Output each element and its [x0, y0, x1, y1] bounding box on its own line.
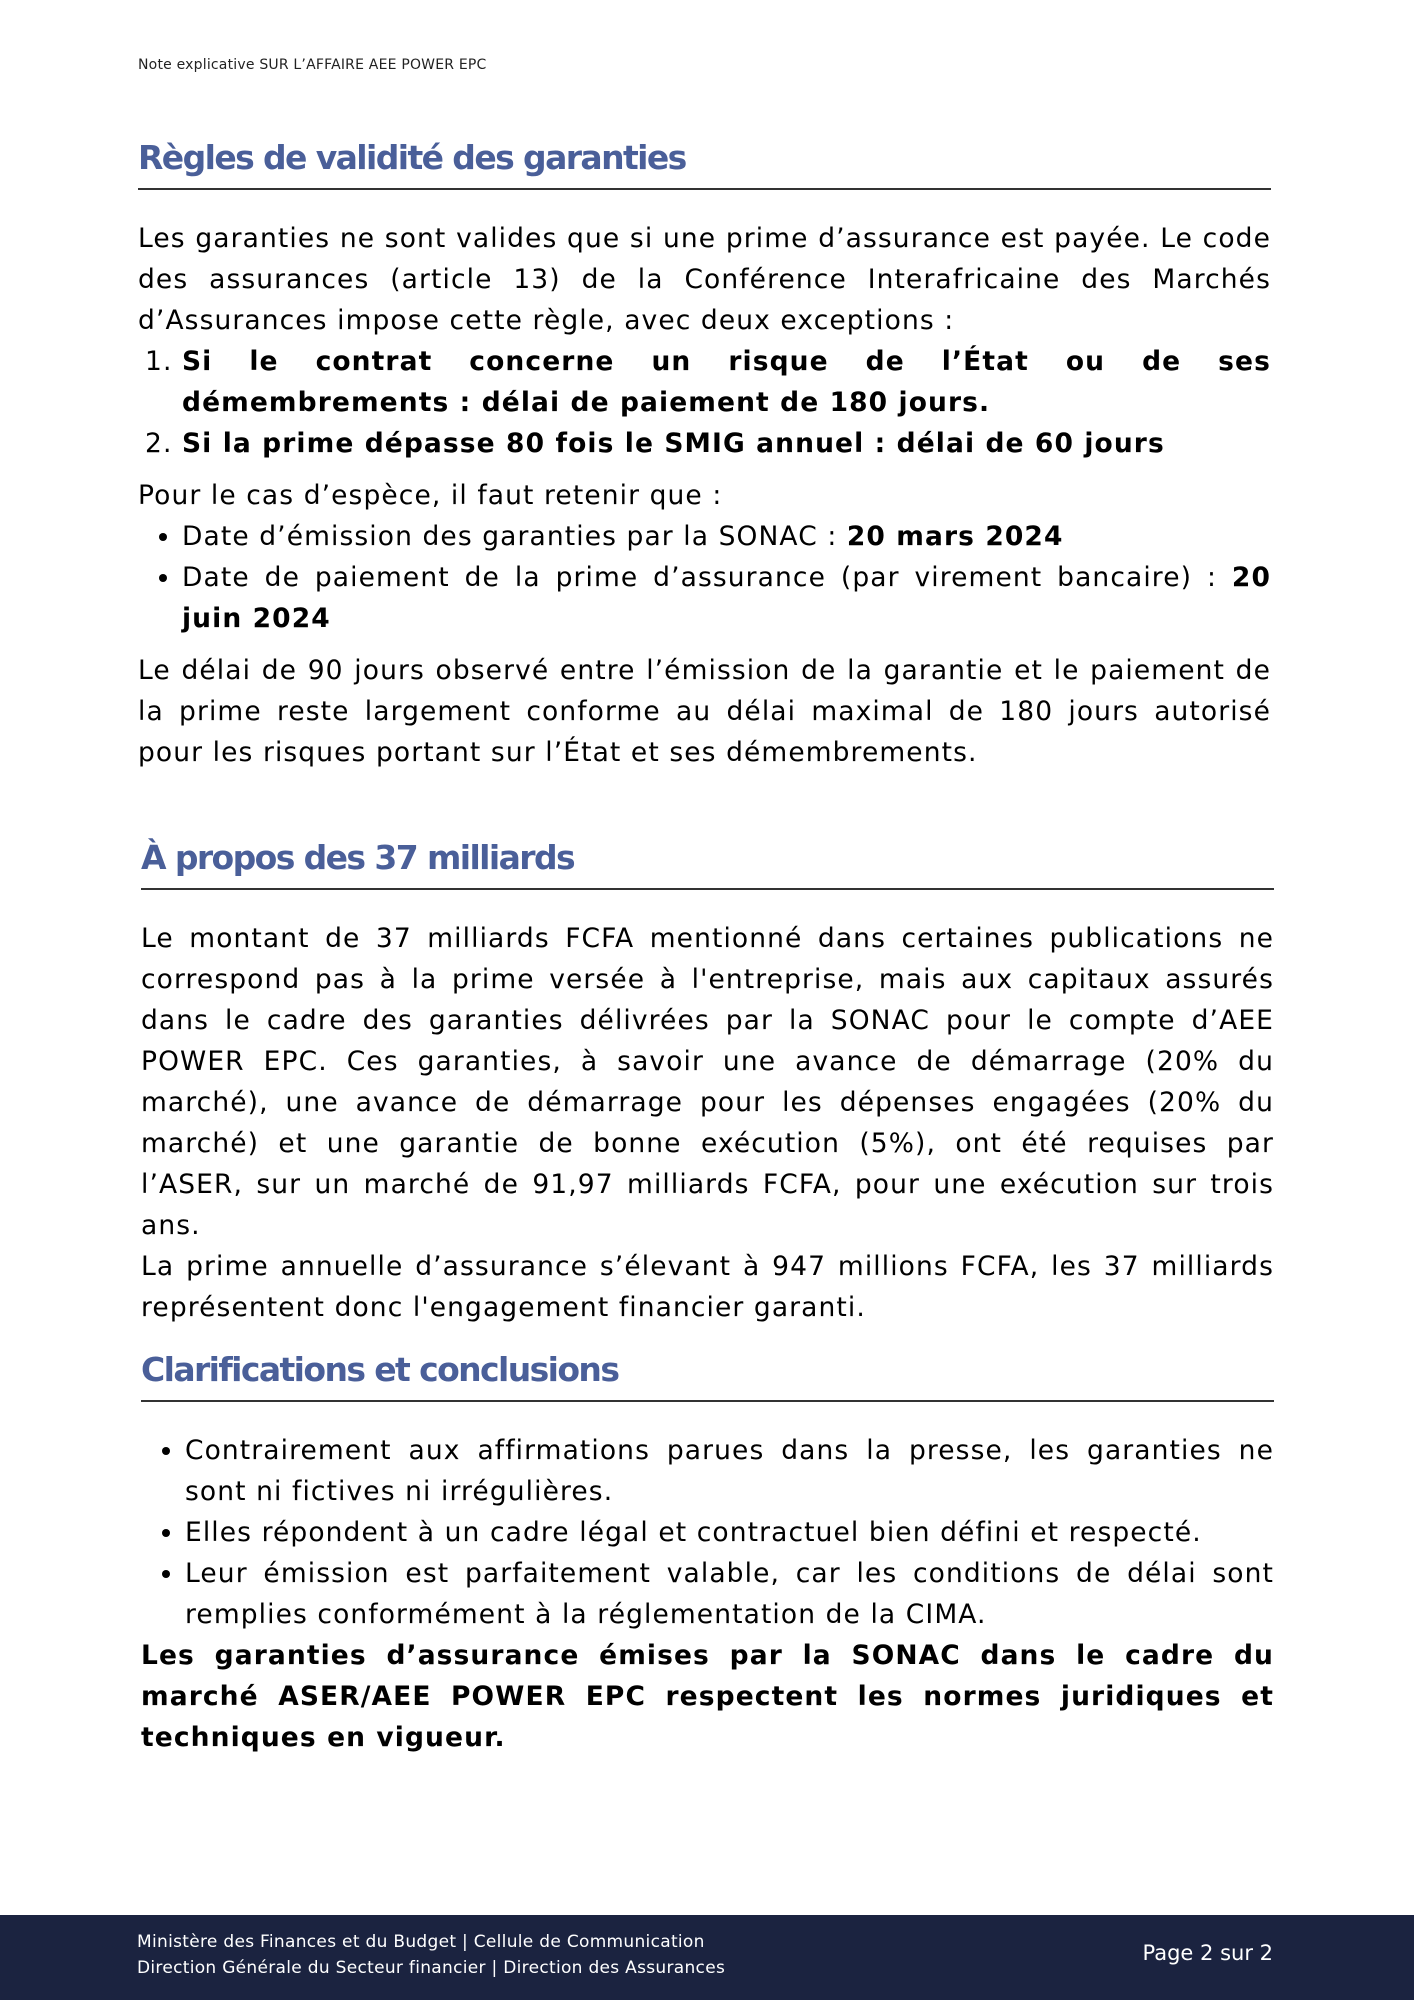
running-header: Note explicative SUR L’AFFAIRE AEE POWER EPC	[138, 57, 487, 73]
case-intro: Pour le cas d’espèce, il faut retenir que :	[138, 480, 723, 511]
intro-paragraph: Les garanties ne sont valides que si une prime d’assurance est payée. Le code des assurances (article 13) de la Conférence Interafricaine des Marchés d’Assurances impose cette règle, avec deux exceptions :	[138, 223, 1271, 336]
section-title-validity-rules: Règles de validité des garanties	[138, 138, 686, 177]
section-title-clarifications: Clarifications et conclusions	[141, 1350, 619, 1389]
fact-item-payment-date: • Date de paiement de la prime d’assurance (par virement bancaire) : 20 juin 2024	[182, 557, 1271, 639]
amount-paragraph: Le montant de 37 milliards FCFA mentionné dans certaines publications ne correspond pas à la prime versée à l'entreprise, mais aux capitaux assurés dans le cadre des garanties délivrées par la SONAC pour le compte d’AEE POWER EPC. Ces garanties, à savoir une avance de démarrage (20% du marché), une avance de démarrage pour les dépenses engagées (20% du marché) et une garantie de bonne exécution (5%), ont été requises par l’ASER, sur un marché de 91,97 milliards FCFA, pour une exécution sur trois ans.	[141, 923, 1274, 1241]
footer-credits	[137, 1929, 725, 1981]
section-divider	[138, 188, 1271, 190]
section-body	[141, 1430, 1274, 1758]
emission-date-value: 20 mars 2024	[846, 521, 1064, 552]
premium-paragraph: La prime annuelle d’assurance s’élevant à 947 millions FCFA, les 37 milliards représentent donc l'engagement financier garanti.	[141, 1251, 1274, 1323]
section-title-37-billion: À propos des 37 milliards	[141, 838, 575, 877]
exception-item: 1. Si le contrat concerne un risque de l’État ou de ses démembrements : délai de paiement de 180 jours.	[182, 341, 1271, 423]
clarification-item: • Leur émission est parfaitement valable, car les conditions de délai sont remplies conformément à la réglementation de la CIMA.	[185, 1553, 1274, 1635]
section-divider	[141, 888, 1274, 890]
section-37-billion	[141, 838, 1274, 1328]
conclusion-paragraph: Le délai de 90 jours observé entre l’émission de la garantie et le paiement de la prime reste largement conforme au délai maximal de 180 jours autorisé pour les risques portant sur l’État et ses démembrements.	[138, 655, 1271, 768]
footer-line-ministry: Ministère des Finances et du Budget | Cellule de Communication	[137, 1932, 705, 1952]
section-divider	[141, 1400, 1274, 1402]
final-statement: Les garanties d’assurance émises par la SONAC dans le cadre du marché ASER/AEE POWER EPC respectent les normes juridiques et techniques en vigueur.	[141, 1640, 1274, 1753]
payment-date-value: 20 juin 2024	[182, 562, 1271, 634]
facts-list	[138, 516, 1271, 639]
section-clarifications	[141, 1350, 1274, 1758]
section-body	[138, 218, 1271, 773]
page-number: Page 2 sur 2	[1142, 1941, 1273, 1965]
exceptions-list	[138, 341, 1271, 464]
clarification-item: • Contrairement aux affirmations parues dans la presse, les garanties ne sont ni fictives ni irrégulières.	[185, 1430, 1274, 1512]
fact-item-emission-date: • Date d’émission des garanties par la SONAC : 20 mars 2024	[182, 516, 1271, 557]
section-validity-rules	[138, 138, 1271, 773]
clarification-item: • Elles répondent à un cadre légal et contractuel bien défini et respecté.	[185, 1512, 1274, 1553]
page-footer	[0, 1915, 1414, 2000]
section-body	[141, 918, 1274, 1328]
clarifications-list	[141, 1430, 1274, 1635]
exception-item: 2. Si la prime dépasse 80 fois le SMIG annuel : délai de 60 jours	[182, 423, 1271, 464]
footer-line-direction: Direction Générale du Secteur financier | Direction des Assurances	[137, 1958, 726, 1978]
